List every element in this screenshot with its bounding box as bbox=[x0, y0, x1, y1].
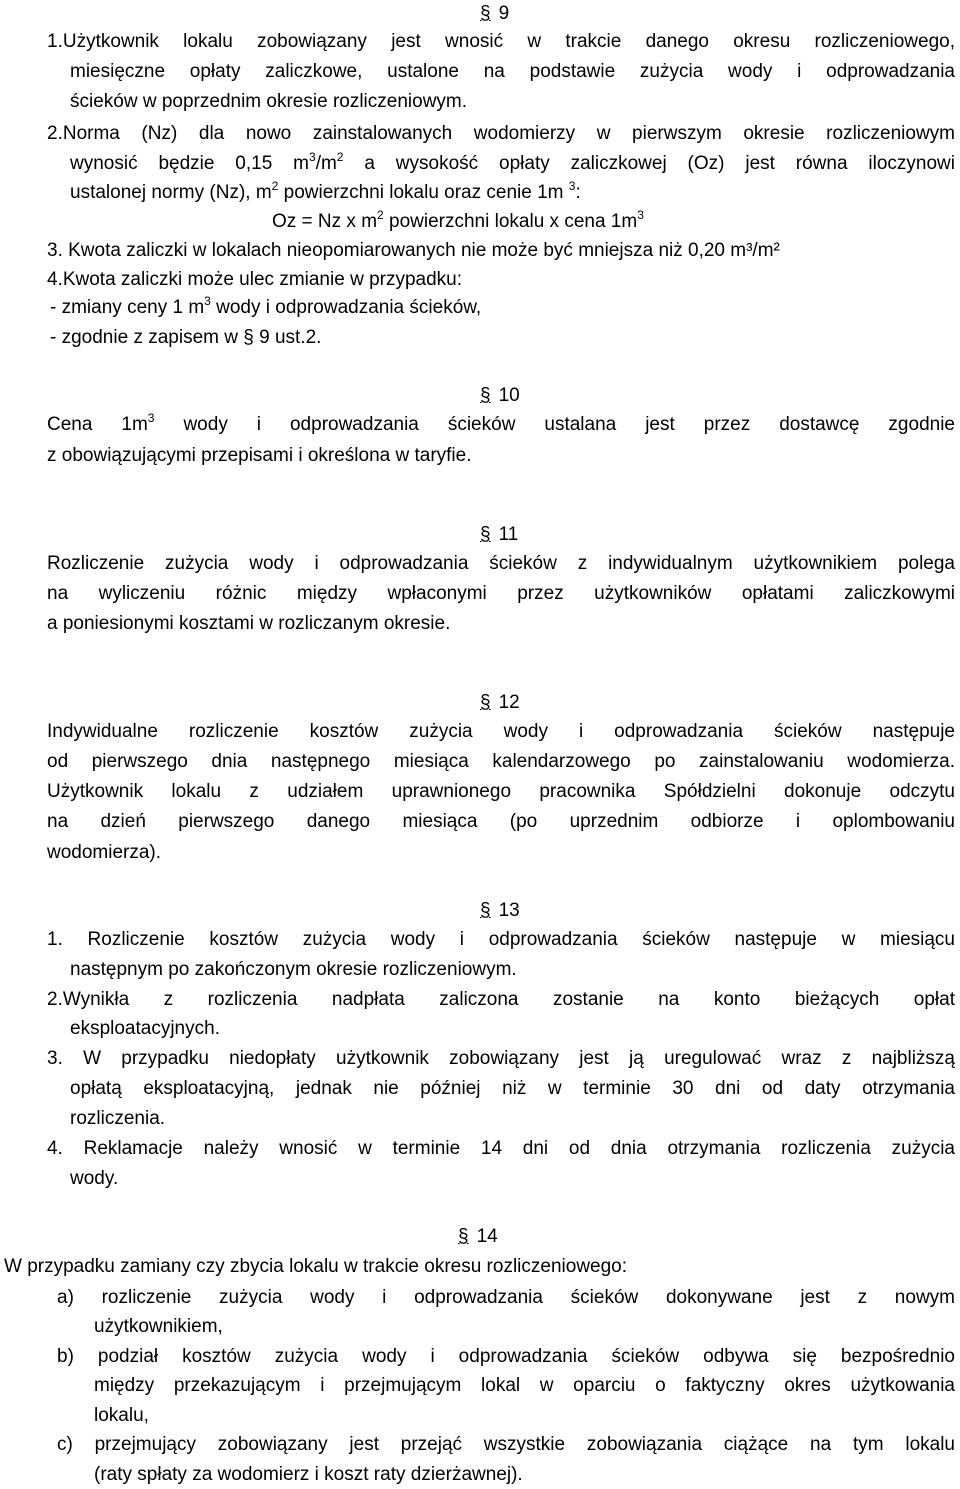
s9-p2-line3: ustalonej normy (Nz), $m^2$ powierzchni lokalu oraz cenie 1m $^3$: bbox=[70, 179, 581, 203]
s11-line2: na wyliczeniu różnic między wpłaconymi przez użytkowników opłatami zaliczkowymi bbox=[47, 583, 955, 604]
s9-p2-line1: 2.Norma (Nz) dla nowo zainstalowanych wodomierzy w pierwszym okresie rozliczeniowym bbox=[47, 123, 955, 144]
section-heading-14 bbox=[458, 1226, 498, 1248]
s9-p4-line2: - zmiany ceny 1 $m^3$ wody i odprowadzania ścieków, bbox=[50, 294, 482, 318]
s14-a-line1: a) rozliczenie zużycia wody i odprowadzania ścieków dokonywane jest z nowym bbox=[57, 1287, 955, 1308]
s13-item2-line2: eksploatacyjnych. bbox=[70, 1018, 220, 1039]
s12-line1: Indywidualne rozliczenie kosztów zużycia wody i odprowadzania ścieków następuje bbox=[47, 721, 955, 742]
s12-line3: Użytkownik lokalu z udziałem uprawnionego pracownika Spółdzielni dokonuje odczytu bbox=[47, 781, 955, 802]
s12-line4: na dzień pierwszego danego miesiąca (po uprzednim odbiorze i oplombowaniu bbox=[47, 811, 955, 832]
section-number: 11 bbox=[498, 524, 519, 545]
section-sign: § bbox=[480, 692, 491, 713]
s13-item1-line2: następnym po zakończonym okresie rozliczeniowym. bbox=[70, 959, 517, 980]
s13-item3-line1: 3. W przypadku niedopłaty użytkownik zobowiązany jest ją uregulować wraz z najbliższą bbox=[47, 1048, 955, 1069]
section-sign: § bbox=[480, 900, 491, 921]
s9-formula: Oz = Nz x $m^2$ powierzchni lokalu x cena $1m^3$ bbox=[272, 208, 644, 232]
section-number: 10 bbox=[498, 385, 520, 406]
section-heading-9 bbox=[480, 3, 509, 25]
s9-p3: 3. Kwota zaliczki w lokalach nieopomiarowanych nie może być mniejsza niż 0,20 m³/m² bbox=[47, 240, 780, 261]
s10-line2: z obowiązującymi przepisami i określona w taryfie. bbox=[47, 445, 472, 466]
section-sign: § bbox=[480, 385, 491, 406]
section-number: 12 bbox=[498, 692, 520, 713]
s12-line5: wodomierza). bbox=[47, 842, 162, 863]
s9-p1-line3: ścieków w poprzednim okresie rozliczeniowym. bbox=[70, 91, 468, 112]
section-heading-11 bbox=[480, 524, 518, 546]
s9-p4-line1: 4.Kwota zaliczki może ulec zmianie w przypadku: bbox=[47, 269, 463, 290]
s13-item3-line3: rozliczenia. bbox=[70, 1108, 166, 1129]
s14-b-line2: między przekazującym i przejmującym lokal w oparciu o faktyczny okres użytkowania bbox=[94, 1375, 955, 1396]
section-sign: § bbox=[458, 1226, 469, 1247]
section-number: 13 bbox=[498, 900, 520, 921]
s14-a-line2: użytkownikiem, bbox=[94, 1316, 223, 1337]
section-heading-13 bbox=[480, 900, 520, 922]
s11-line3: a poniesionymi kosztami w rozliczanym okresie. bbox=[47, 613, 451, 634]
s13-item4-line2: wody. bbox=[70, 1168, 119, 1189]
s14-b-line1: b) podział kosztów zużycia wody i odprowadzania ścieków odbywa się bezpośrednio bbox=[57, 1346, 955, 1367]
s11-line1: Rozliczenie zużycia wody i odprowadzania ścieków z indywidualnym użytkownikiem polega bbox=[47, 553, 955, 574]
s14-b-line3: lokalu, bbox=[94, 1405, 149, 1426]
s9-p2-line2: wynosić będzie 0,15 $m^3/m^2$ a wysokość opłaty zaliczkowej (Oz) jest równa iloczynowi bbox=[70, 150, 955, 174]
s13-item1-line1: 1. Rozliczenie kosztów zużycia wody i odprowadzania ścieków następuje w miesiącu bbox=[47, 929, 955, 950]
s12-line2: od pierwszego dnia następnego miesiąca kalendarzowego po zainstalowaniu wodomierza. bbox=[47, 751, 955, 772]
s13-item2-line1: 2.Wynikła z rozliczenia nadpłata zaliczona zostanie na konto bieżących opłat bbox=[47, 989, 955, 1010]
section-sign: § bbox=[480, 3, 491, 24]
s13-item3-line2: opłatą eksploatacyjną, jednak nie później niż w terminie 30 dni od daty otrzymania bbox=[70, 1078, 955, 1099]
s10-line1: Cena $1m^3$ wody i odprowadzania ścieków ustalana jest przez dostawcę zgodnie bbox=[47, 411, 955, 435]
section-number: 9 bbox=[498, 3, 510, 24]
s14-c-line1: c) przejmujący zobowiązany jest przejąć wszystkie zobowiązania ciążące na tym lokalu bbox=[57, 1434, 955, 1455]
section-heading-12 bbox=[480, 692, 520, 714]
s13-item4-line1: 4. Reklamacje należy wnosić w terminie 14 dni od dnia otrzymania rozliczenia zużycia bbox=[47, 1138, 955, 1159]
section-sign: § bbox=[480, 524, 491, 545]
s9-p1-line1: 1.Użytkownik lokalu zobowiązany jest wnosić w trakcie danego okresu rozliczeniowego, bbox=[47, 31, 955, 52]
section-heading-10 bbox=[480, 385, 520, 407]
s14-intro: W przypadku zamiany czy zbycia lokalu w trakcie okresu rozliczeniowego: bbox=[4, 1256, 628, 1277]
section-number: 14 bbox=[476, 1226, 498, 1247]
s14-c-line2: (raty spłaty za wodomierz i koszt raty dzierżawnej). bbox=[94, 1464, 523, 1485]
s9-p1-line2: miesięczne opłaty zaliczkowe, ustalone na podstawie zużycia wody i odprowadzania bbox=[70, 61, 955, 82]
s9-p4-line3: - zgodnie z zapisem w § 9 ust.2. bbox=[50, 327, 322, 348]
